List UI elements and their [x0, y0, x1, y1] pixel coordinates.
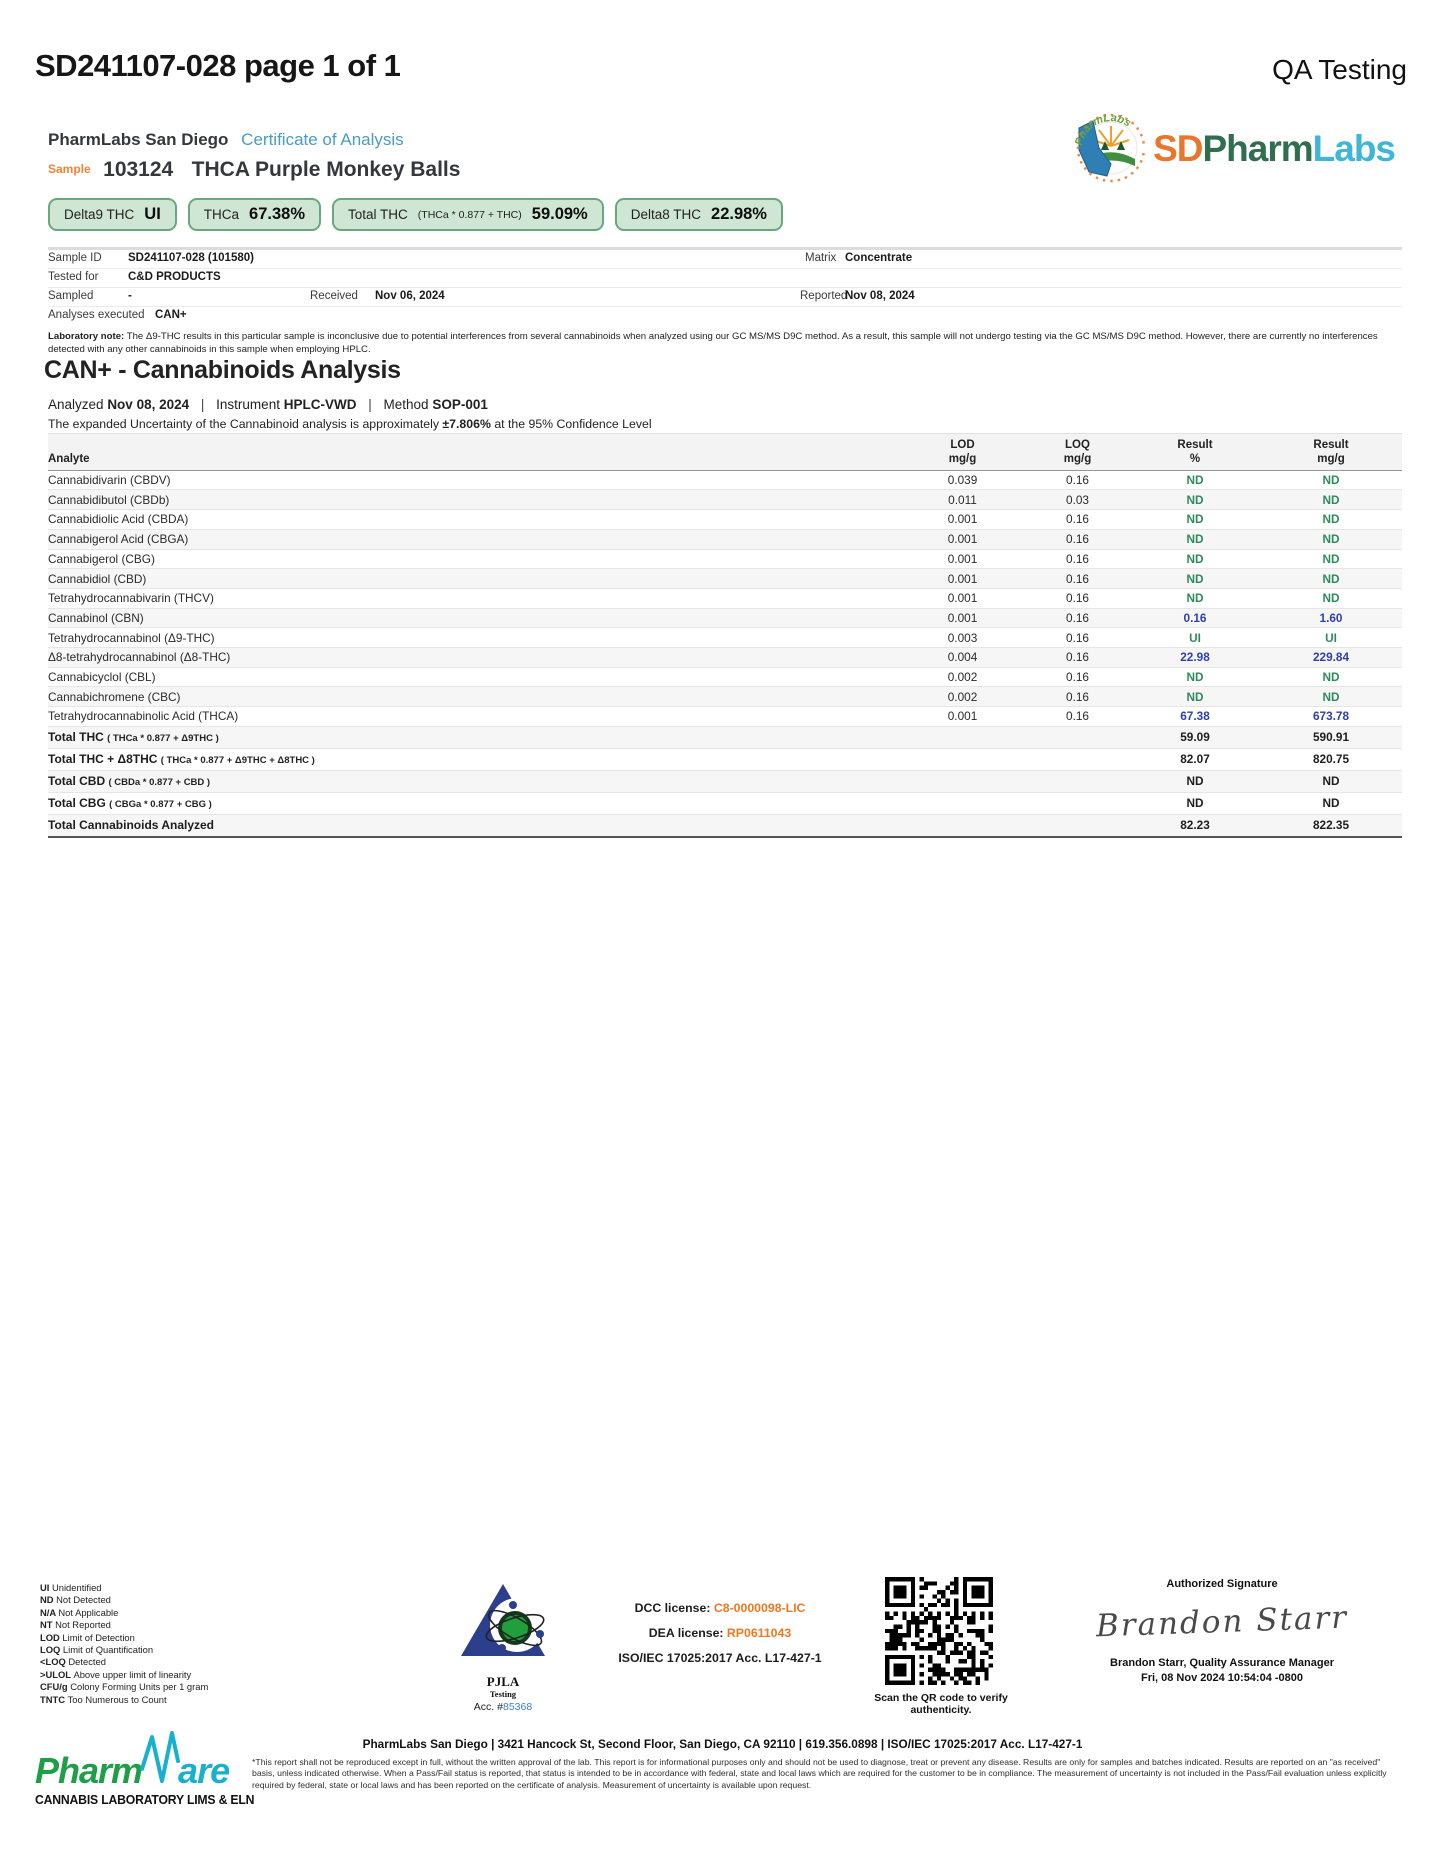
analyte-name: Cannabidibutol (CBDb): [48, 492, 170, 507]
badge-label: THCa: [203, 207, 240, 222]
lod-value: 0.002: [947, 689, 978, 704]
pct-value: ND: [1186, 492, 1204, 507]
pct-value: ND: [1186, 512, 1204, 527]
sdpharmlabs-wordmark: SDPharmLabs: [1153, 127, 1395, 169]
lod-value: 0.039: [947, 473, 978, 488]
ekg-zigzag-icon: [140, 1731, 180, 1792]
loq-value: 0.16: [1066, 591, 1089, 606]
result-pct-column-header: Result %: [1177, 439, 1213, 466]
table-row: [48, 471, 1402, 491]
analyte-name: Cannabicyclol (CBL): [48, 669, 156, 684]
mg-value: 820.75: [1312, 752, 1350, 767]
legend-item: <LOQ Detected: [40, 1656, 106, 1668]
reported-label: Reported: [800, 290, 848, 302]
mg-value: ND: [1322, 689, 1340, 704]
pct-value: ND: [1186, 571, 1204, 586]
analyte-name: Cannabidiolic Acid (CBDA): [48, 512, 189, 527]
lod-value: 0.001: [947, 591, 978, 606]
loq-value: 0.16: [1066, 650, 1089, 665]
sample-info-row: [48, 250, 1402, 269]
tested-for-label: Tested for: [48, 271, 99, 283]
legend-item: LOQ Limit of Quantification: [40, 1644, 154, 1656]
emblem-arc-text: PharmLabs: [1073, 112, 1134, 147]
report-disclaimer: *This report shall not be reproduced except in full, without the written approval of the lab. This report is for informational purposes only and should not be used to diagnose, treat or prevent any disease. Results are only for samples and batches indicated. Results are reported on an "as received" basis, unless indicated otherwise. When a Pass/Fail status is reported, that status is intended to be in accordance with federal, state and local laws which are required for the customer to be in compliance. The measurement of uncertainty is not included in the Pass/Fail evaluation unless explicitly required by federal, state or local laws and has been reported on the certificate of analysis. Measurement of uncertainty is available upon request.: [252, 1757, 1387, 1790]
pct-value: 82.07: [1180, 752, 1210, 767]
pjla-logo-icon: [455, 1657, 551, 1674]
qa-testing-label: QA Testing: [1272, 54, 1407, 85]
pct-value: 22.98: [1180, 650, 1210, 665]
analyte-name: Cannabinol (CBN): [48, 610, 144, 625]
lab-name: PharmLabs San Diego: [48, 130, 229, 149]
potency-badge: [48, 198, 177, 231]
certificate-of-analysis-label: Certificate of Analysis: [241, 130, 404, 149]
sampled-value: -: [128, 290, 132, 302]
total-label: Total THC + Δ8THC ( THCa * 0.877 + Δ9THC + Δ8THC ): [48, 752, 315, 767]
pct-value: ND: [1186, 669, 1204, 684]
result-mg-column-header: Result mg/g: [1313, 439, 1349, 466]
matrix-value: Concentrate: [845, 252, 913, 264]
sample-info-table: [48, 247, 1402, 325]
signer-title: Brandon Starr, Quality Assurance Manager Fri, 08 Nov 2024 10:54:04 -0800: [1110, 1657, 1334, 1684]
analyte-name: Cannabigerol (CBG): [48, 551, 155, 566]
table-row: [48, 490, 1402, 510]
lod-value: 0.001: [947, 512, 978, 527]
document-subtitle: [48, 130, 404, 150]
page-title: SD241107-028 page 1 of 1: [35, 48, 401, 83]
lod-value: 0.001: [947, 610, 978, 625]
signature-block: [1082, 1578, 1362, 1686]
loq-value: 0.16: [1066, 610, 1089, 625]
pct-value: ND: [1186, 551, 1204, 566]
uncertainty-value: ±7.806%: [442, 417, 491, 431]
section-title: CAN+ - Cannabinoids Analysis: [44, 356, 401, 384]
received-value: Nov 06, 2024: [375, 290, 445, 302]
total-formula: ( THCa * 0.877 + Δ9THC + Δ8THC ): [160, 755, 315, 767]
dcc-license: DCC license: C8-0000098-LIC: [634, 1601, 806, 1615]
pharmware-ware: are: [178, 1750, 230, 1791]
lod-column-header: LOD mg/g: [948, 439, 977, 466]
sample-title: [48, 158, 460, 182]
pharmware-logo: [35, 1744, 268, 1807]
laboratory-note-text: The Δ9-THC results in this particular sample is inconclusive due to potential interferences from several cannabinoids when analyzed using our GC MS/MS D9C method. As a result, this sample will not undergo testing via the GC MS/MS D9C method. However, there are currently no interferences detected with any other cannabinoids in this sample when employing HPLC.: [48, 331, 1378, 355]
pct-value: ND: [1186, 532, 1204, 547]
table-row: [48, 628, 1402, 648]
lod-value: 0.001: [947, 571, 978, 586]
analyte-column-header: Analyte: [48, 453, 90, 466]
total-label: Total Cannabinoids Analyzed: [48, 818, 215, 833]
mg-value: ND: [1322, 492, 1340, 507]
mg-value: 229.84: [1312, 650, 1350, 665]
license-block: [590, 1596, 850, 1672]
badge-value: 67.38%: [249, 205, 306, 223]
loq-value: 0.16: [1066, 630, 1089, 645]
loq-column-header: LOQ mg/g: [1063, 439, 1092, 466]
mg-value: ND: [1322, 591, 1340, 606]
analysis-meta: Analyzed Nov 08, 2024 | Instrument HPLC-VWD | Method SOP-001: [48, 397, 488, 412]
pjla-sub: Testing: [489, 1688, 517, 1699]
mg-value: ND: [1322, 796, 1340, 811]
loq-value: 0.16: [1066, 532, 1089, 547]
loq-value: 0.16: [1066, 512, 1089, 527]
total-label: Total CBD ( CBDa * 0.877 + CBD ): [48, 774, 211, 789]
mg-value: ND: [1322, 669, 1340, 684]
legend-item: N/A Not Applicable: [40, 1606, 119, 1618]
table-row: [48, 668, 1402, 688]
legend-item: ND Not Detected: [40, 1594, 111, 1606]
authorized-signature-label: Authorized Signature: [1166, 1578, 1278, 1590]
sample-info-row: [48, 307, 1402, 325]
sample-info-row: [48, 269, 1402, 288]
mg-value: ND: [1322, 551, 1340, 566]
mg-value: 822.35: [1312, 818, 1350, 833]
pct-value: 0.16: [1183, 610, 1207, 625]
matrix-label: Matrix: [805, 252, 837, 264]
sdpharmlabs-logo: [1069, 106, 1395, 191]
loq-value: 0.16: [1066, 669, 1089, 684]
sample-number: 103124: [103, 158, 174, 181]
total-formula: ( CBGa * 0.877 + CBG ): [109, 799, 212, 811]
table-header: [48, 433, 1402, 471]
table-row: [48, 648, 1402, 668]
pct-value: ND: [1186, 473, 1204, 488]
sample-id-label: Sample ID: [48, 252, 102, 264]
badge-label: Delta9 THC: [64, 207, 135, 222]
legend-item: UI Unidentified: [40, 1582, 102, 1593]
mg-value: ND: [1322, 571, 1340, 586]
reported-value: Nov 08, 2024: [845, 290, 915, 302]
loq-value: 0.16: [1066, 571, 1089, 586]
analyte-name: Tetrahydrocannabinol (Δ9-THC): [48, 630, 215, 645]
pct-value: ND: [1186, 591, 1204, 606]
lod-value: 0.004: [947, 650, 978, 665]
potency-badge: [332, 198, 604, 231]
legend-item: >ULOL Above upper limit of linearity: [40, 1668, 192, 1680]
uncertainty-statement: The expanded Uncertainty of the Cannabinoid analysis is approximately ±7.806% at the 95% Confidence Level: [48, 417, 652, 431]
method-value: SOP-001: [432, 397, 488, 412]
mg-value: 1.60: [1319, 610, 1343, 625]
pct-value: 82.23: [1180, 818, 1210, 833]
mg-value: ND: [1322, 512, 1340, 527]
laboratory-note-label: Laboratory note:: [48, 331, 125, 342]
total-label: Total THC ( THCa * 0.877 + Δ9THC ): [48, 730, 219, 745]
total-label: Total CBG ( CBGa * 0.877 + CBG ): [48, 796, 212, 811]
badge-formula: (THCa * 0.877 + THC): [417, 208, 522, 221]
table-row: [48, 609, 1402, 629]
legend-item: NT Not Reported: [40, 1619, 111, 1631]
mg-value: ND: [1322, 532, 1340, 547]
pct-value: ND: [1186, 796, 1204, 811]
analyte-name: Cannabigerol Acid (CBGA): [48, 532, 189, 547]
table-row: [48, 589, 1402, 609]
sample-info-row: [48, 288, 1402, 307]
sampled-label: Sampled: [48, 290, 94, 302]
pjla-accreditation-number: Acc. #85368: [473, 1700, 533, 1713]
pjla-name: PJLA: [486, 1674, 520, 1689]
analyte-name: Δ8-tetrahydrocannabinol (Δ8-THC): [48, 650, 231, 665]
loq-value: 0.03: [1066, 492, 1089, 507]
total-formula: ( CBDa * 0.877 + CBD ): [108, 777, 211, 789]
sample-name: THCA Purple Monkey Balls: [191, 158, 461, 181]
sdpharmlabs-emblem-icon: [1069, 106, 1149, 191]
potency-badge: [188, 198, 321, 231]
lod-value: 0.003: [947, 630, 978, 645]
mg-value: UI: [1325, 630, 1337, 645]
legend-item: CFU/g Colony Forming Units per 1 gram: [40, 1681, 209, 1693]
legend-item: TNTC Too Numerous to Count: [40, 1693, 167, 1705]
badge-label: Total THC: [348, 207, 408, 222]
analyses-value: CAN+: [155, 309, 187, 321]
analyte-name: Tetrahydrocannabivarin (THCV): [48, 591, 214, 606]
qr-caption: Scan the QR code to verify authenticity.: [874, 1692, 1008, 1716]
table-row: [48, 530, 1402, 550]
pct-value: 67.38: [1180, 709, 1210, 724]
pharmware-pharm: Pharm: [35, 1750, 143, 1791]
cannabinoids-results-table: [48, 433, 1402, 838]
analyte-name: Cannabichromene (CBC): [48, 689, 181, 704]
mg-value: 673.78: [1312, 709, 1350, 724]
lod-value: 0.011: [948, 492, 977, 507]
analyte-name: Cannabidiol (CBD): [48, 571, 147, 586]
legend-item: LOD Limit of Detection: [40, 1631, 135, 1643]
received-label: Received: [310, 290, 358, 302]
loq-value: 0.16: [1066, 551, 1089, 566]
mg-value: ND: [1322, 473, 1340, 488]
table-row: [48, 550, 1402, 570]
potency-badge: [615, 198, 783, 231]
analyte-name: Tetrahydrocannabinolic Acid (THCA): [48, 709, 239, 724]
laboratory-note: [48, 331, 1404, 357]
total-row: [48, 727, 1402, 749]
pct-value: 59.09: [1180, 730, 1210, 745]
pct-value: ND: [1186, 774, 1204, 789]
badge-value: 59.09%: [531, 205, 588, 223]
lod-value: 0.001: [947, 709, 978, 724]
mg-value: 590.91: [1312, 730, 1350, 745]
table-row: [48, 707, 1402, 727]
signature-date: Fri, 08 Nov 2024 10:54:04 -0800: [1140, 1671, 1304, 1684]
loq-value: 0.16: [1066, 473, 1089, 488]
instrument-value: HPLC-VWD: [283, 397, 357, 412]
badge-value: UI: [144, 205, 161, 223]
pjla-accreditation: [438, 1580, 568, 1713]
lab-address-line: PharmLabs San Diego | 3421 Hancock St, Second Floor, San Diego, CA 92110 | 619.356.0898 | ISO/IEC 17025:2017 Acc. L17-427-1: [362, 1737, 1083, 1751]
total-formula: ( THCa * 0.877 + Δ9THC ): [107, 733, 219, 745]
analyzed-date: Nov 08, 2024: [107, 397, 190, 412]
table-row: [48, 687, 1402, 707]
analyses-label: Analyses executed: [48, 309, 145, 321]
tested-for-value: C&D PRODUCTS: [128, 271, 221, 283]
abbreviation-legend: [40, 1582, 208, 1706]
table-row: [48, 510, 1402, 530]
loq-value: 0.16: [1066, 709, 1089, 724]
pct-value: UI: [1189, 630, 1201, 645]
lod-value: 0.002: [947, 669, 978, 684]
iso-accreditation: ISO/IEC 17025:2017 Acc. L17-427-1: [618, 1651, 822, 1666]
loq-value: 0.16: [1066, 689, 1089, 704]
badge-value: 22.98%: [711, 205, 767, 223]
lod-value: 0.001: [947, 532, 978, 547]
total-row: [48, 749, 1402, 771]
total-row: [48, 771, 1402, 793]
dea-license: DEA license: RP0611043: [648, 1626, 792, 1641]
pharmware-subtitle: CANNABIS LABORATORY LIMS & ELN: [35, 1792, 255, 1807]
total-row: [48, 793, 1402, 815]
total-row: [48, 815, 1402, 838]
mg-value: ND: [1322, 774, 1340, 789]
table-row: [48, 569, 1402, 589]
qr-code: [885, 1577, 993, 1690]
sample-label: Sample: [48, 162, 91, 176]
sample-id-value: SD241107-028 (101580): [128, 252, 254, 264]
lod-value: 0.001: [947, 551, 978, 566]
analyte-name: Cannabidivarin (CBDV): [48, 473, 171, 488]
potency-badges: [48, 198, 783, 231]
pct-value: ND: [1186, 689, 1204, 704]
signature-script: Brandon Starr: [1095, 1599, 1349, 1645]
badge-label: Delta8 THC: [630, 207, 702, 222]
